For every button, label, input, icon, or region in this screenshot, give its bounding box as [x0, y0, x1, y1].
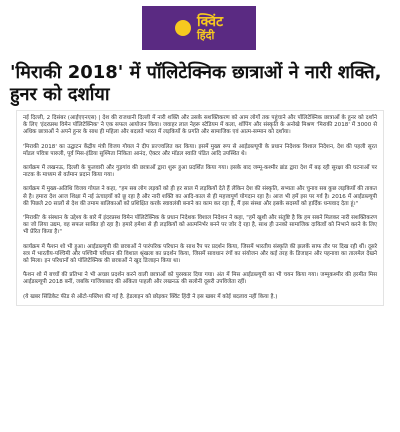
article-paragraph-1: नई दिल्ली, 2 दिसंबर (आईएएनएस) | देश की राजधानी दिल्ली में नारी शक्ति और उसके सशक्तिकरण को आम लोगों तक पहुंचाने और पॉलिटेक्निक छात्राओं के हुनर को दर्शाने के लिए 'इंदरप्रस्थ विमेन पॉलिटेक्निक' ने एक सफल आयोजन किया। जवाहर लाल नेहरू स्टेडियम में कला, शॉपिंग और संस्कृति के अनोखे मिश्रण 'मिराकी 2018' में 3000 से अधिक छात्राओं ने अपने हुनर के साथ ही महिला और बदलते भारत में लड़कियों के प्रगति और सामाजिक एवं आत्म-सम्मान को दर्शाया। — [23, 115, 377, 136]
article-paragraph-2: 'मिराकी 2018' का उद्घाटन केंद्रीय मंत्री विजय गोयल ने दीप प्रज्ज्वलित कर किया। इसमें मुख्य रूप से आईडब्ल्यूपी के प्रधान निदेशक विशाल निदेशन, देश की पहली सूरत मॉडल पवित्रा पारुली, पूर्व मिस-इंडिया सुश्मिता निकिता आनंद, ऐक्टर और मॉडल स्वाति पंडित आदि उपस्थित थे। — [23, 143, 377, 157]
article-body — [16, 110, 384, 306]
quint-hindi-logo[interactable] — [142, 6, 256, 50]
article-paragraph-7: फैशन शो में बच्चों की प्रतिभा ने भी अच्छा प्रदर्शन करने वाली छात्राओं को पुरस्कार दिया गया। अंत में मिस आईडब्ल्यूपी का भी चयन किया गया। जम्मूकश्मीर की हरमीत मिस आईडब्ल्यूपी 2018 बनीं, जबकि गाजियाबाद की अंकिता पाहली और लखनऊ की सलोनी दूसरी उपविजेता रहीं। — [23, 272, 377, 286]
syndication-note: (ये खबर सिंडिकेट फीड से ऑटो-पब्लिश की गई है. हेडलाइन को छोड़कर क्विंट हिंदी ने इस खबर में कोई बदलाव नहीं किया है.) — [23, 293, 278, 300]
article-paragraph-5: 'मिराकी' के संस्थान के उद्देश्य के बारे में इंदरप्रस्थ विमेन पॉलिटेक्निक के प्रधान निदेशक विशाल निदेशन ने कहा, "हमें खुशी और संतुष्टि है कि हम सबने मिलकर नारी सशक्तिकरण का जो लिया उद्यम, वह सफल साबित हो रहा है। हमारे हमेशा से ही लड़कियों को आत्मनिर्भर बनने पर जोर दे रहा है, साथ ही उनको सामाजिक दायित्वों को निभाने करने के लिए भी प्रेरित किया है।" — [23, 215, 377, 236]
article-paragraph-3: कार्यक्रम में लखनऊ, दिल्ली के फुलवारी और गुड़गांव की छात्राओं द्वारा शुरू हुआ प्रदर्शित किया गया। इसके बाद जम्मू-कश्मीर ब्रांड द्वारा देश में बढ़ रही सुरक्षा की घटनाओं पर नाटक के माध्यम से वर्तमान प्रदान किया गया। — [23, 165, 377, 179]
logo-line-1: क्विंट — [196, 13, 224, 30]
article-paragraph-4: कार्यक्रम में मुख्य-अतिथि विजय गोयल ने कहा, "हम सब लोग लड़कों को ही हर साल में लड़कियों देते हैं लेकिन देश की संस्कृति, सभ्यता और चुनाव सब कुछ लड़कियों की ताकत से है। हमारा देश आज शिक्षा में नई ऊंचाइयों को छू रहा है और नारी शक्ति का आदि-काल से ही महत्त्वपूर्ण योगदान रहा है। आज भी हमें इस पर गर्व है। 2016 में आईडब्ल्यूपी की पिछले 20 सालों से देश की तमाम बालिकाओं को प्रशिक्षित करके स्वावलंबी बनाने का काम कर रहा है, मैं इस संस्था और इसके सदस्यों को हार्दिक धन्यवाद देता हूं।" — [23, 186, 377, 207]
logo-line-2: हिंदी — [196, 28, 215, 42]
quint-logo-mark-icon — [175, 20, 191, 36]
article-headline: 'मिराकी 2018' में पॉलिटेक्निक छात्राओं ने नारी शक्ति, हुनर को दर्शाया — [10, 62, 382, 105]
article-paragraph-6: कार्यक्रम में फैशन शो भी हुआ। आईडब्ल्यूपी की छात्राओं ने पारंपरिक परिधान के साथ रैंप पर प्रदर्शन किया, जिसमें भारतीय संस्कृति की झलकें साफ तौर पर दिख रही थीं। दूसरे सत्र में भारतीय-पश्चिमी और पश्चिमी परिधान की विशाल श्रृंखला का प्रदर्शन किया, जिसमें सावधान रंगों का संयोजन और कई तरह के डिजाइन और पहनावा का तालमेल देखने को मिला। इन परिधानों को पॉलिटेक्निक की छात्राओं ने खुद डिजाइन किया था। — [23, 243, 377, 265]
logo-text — [197, 15, 223, 41]
